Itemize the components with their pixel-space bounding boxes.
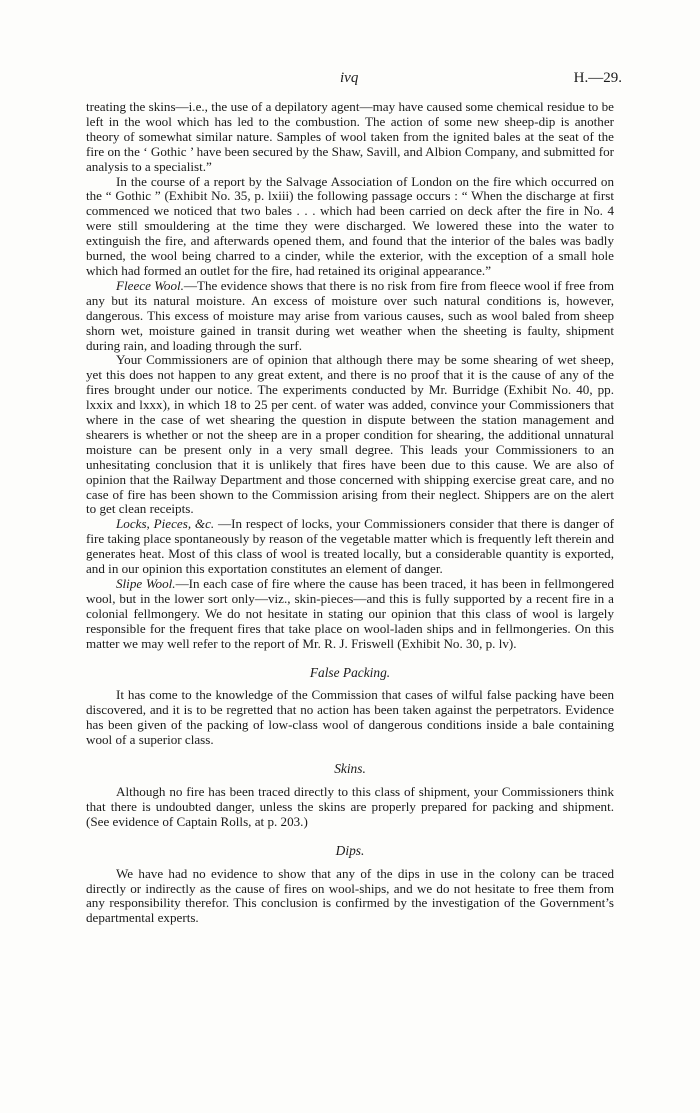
- paragraph-slipe-wool: Slipe Wool.—In each case of fire where the cause has been traced, it has been in fellmongered wool, but in the lower sort only—viz., skin-pieces—and this is fully supported by a recent fire in a colonial fellmongery. We do not hesitate in stating our opinion that this class of wool is largely responsible for the frequent fires that take place on wool-laden ships and in fellmongeries. On this matter we may well refer to the report of Mr. R. J. Friswell (Exhibit No. 30, p. lv).: [86, 576, 614, 651]
- paragraph-fleece-wool: Fleece Wool.—The evidence shows that there is no risk from fire from fleece wool if free from any but its natural moisture. An excess of moisture over such natural conditions is, however, dangerous. This excess of moisture may arise from various causes, such as wool baled from sheep shorn wet, moisture gained in transit during wet weather when the sheeting is faulty, shipment during rain, and loading through the surf.: [86, 277, 614, 353]
- paragraph-commissioners-opinion: Your Commissioners are of opinion that although there may be some shearing of wet sheep, yet this does not happen to any great extent, and there is no proof that it is the cause of any of the fires brought under our notice. The experiments conducted by Mr. Burridge (Exhibit No. 40, pp. lxxix and lxxx), in which 18 to 25 per cent. of water was added, convince your Commissioners that where in the case of wet shearing the question in dispute between the station management and shearers is whether or not the sheep are in a proper condition for shearing, the additional unnatural moisture can be present only in a very small degree. This leads your Commissioners to an unhesitating conclusion that it is unlikely that fires have been due to this cause. We are also of opinion that the Railway Department and those concerned with shipping exercise great care, and no case of fire has been shown to the Commission arising from their neglect. Shippers are on the alert to get clean receipts.: [86, 352, 614, 517]
- paragraph-continuation: treating the skins—i.e., the use of a depilatory agent—may have caused some chemical residue to be left in the wool which has led to the combustion. The action of some new sheep-dip is another theory of somewhat similar nature. Samples of wool taken from the ignited bales at the seat of the fire on the ‘ Gothic ’ have been secured by the Shaw, Savill, and Albion Company, and submitted for analysis to a specialist.”: [86, 99, 614, 174]
- paragraph-false-packing: It has come to the knowledge of the Commission that cases of wilful false packing have been discovered, and it is to be regretted that no action has been taken against the perpetrators. Evidence has been given of the packing of low-class wool of dangerous conditions inside a bale containing wool of a superior class.: [86, 687, 614, 748]
- sidehead-locks-pieces: Locks, Pieces, &c.: [116, 516, 215, 532]
- paragraph-salvage-report: In the course of a report by the Salvage Association of London on the fire which occurred on the “ Gothic ” (Exhibit No. 35, p. lxiii) the following passage occurs : “ When the discharge at first commenced we noticed that two bales . . . which had been carried on deck after the fire in No. 4 were still smouldering at the time they were discharged. We lowered these into the water to extinguish the fire, and afterwards opened them, and found that the interior of the bales was badly burned, the wool being charred to a cinder, while the exterior, with the exception of a small hole which had formed an outlet for the fire, had retained its original appearance.”: [86, 173, 614, 278]
- sidehead-fleece-wool: Fleece Wool.: [116, 277, 184, 293]
- section-title-false-packing: False Packing.: [309, 664, 391, 680]
- section-title-dips: Dips.: [335, 842, 365, 858]
- page-number: ivq: [340, 70, 359, 86]
- document-body: [86, 100, 614, 926]
- paragraph-dips: We have had no evidence to show that any of the dips in use in the colony can be traced directly or indirectly as the cause of fires on wool-ships, and we do not hesitate to free them from any responsibility therefor. This conclusion is confirmed by the investigation of the Government’s departmental experts.: [86, 865, 614, 926]
- paragraph-skins: Although no fire has been traced directly to this class of shipment, your Commissioners think that there is undoubted danger, unless the skins are properly prepared for packing and shipment. (See evidence of Captain Rolls, at p. 203.): [86, 783, 614, 829]
- document-reference: H.—29.: [573, 70, 622, 86]
- page-header: [0, 70, 700, 94]
- paragraph-locks-pieces: Locks, Pieces, &c. —In respect of locks, your Commissioners consider that there is danger of fire taking place spontaneously by reason of the vegetable matter which is frequently left therein and generates heat. Most of this class of wool is treated locally, but a considerable quantity is exported, and in our opinion this exportation constitutes an element of danger.: [86, 516, 614, 577]
- sidehead-slipe-wool: Slipe Wool.: [116, 576, 176, 591]
- section-title-skins: Skins.: [334, 761, 366, 777]
